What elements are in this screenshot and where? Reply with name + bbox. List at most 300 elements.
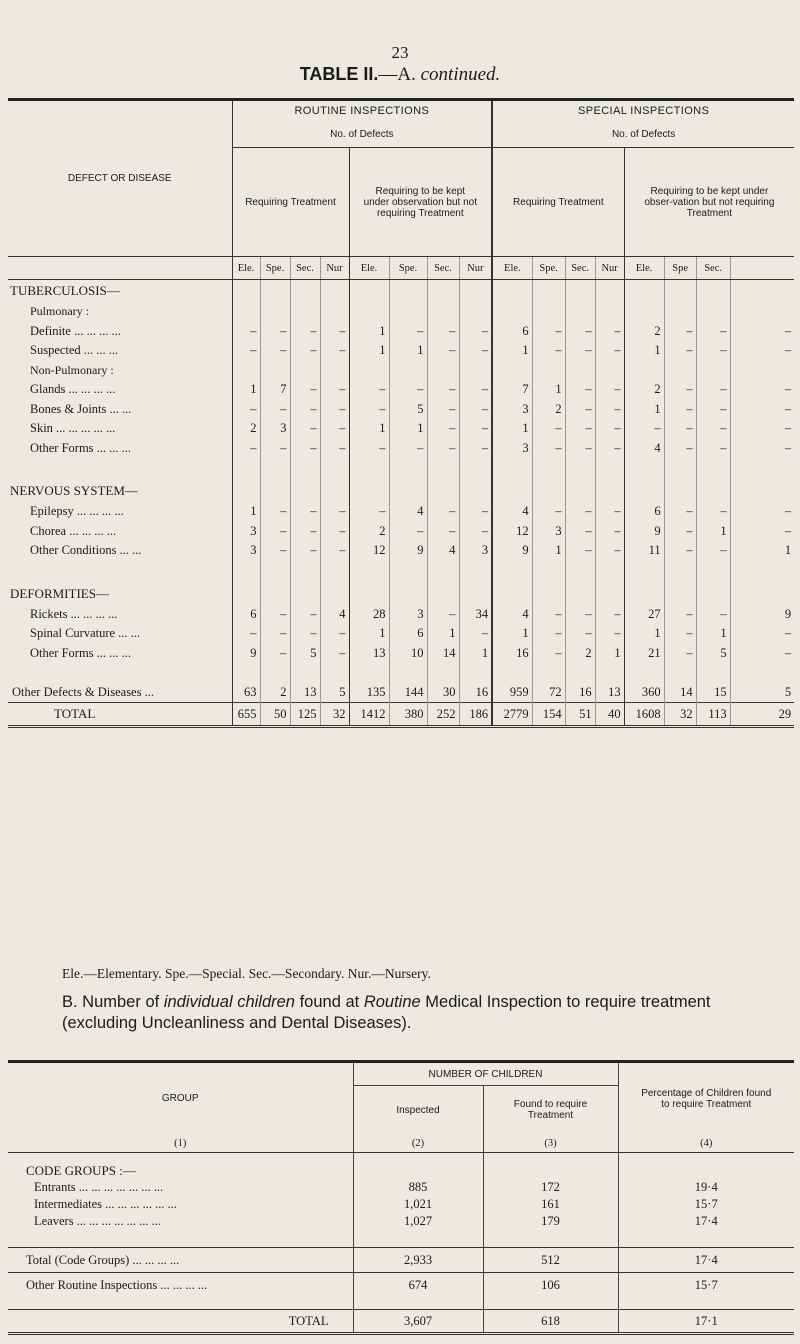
empty-cell (624, 458, 664, 480)
total-value: 32 (320, 703, 349, 727)
cell-value: – (427, 322, 459, 342)
total-value: 125 (290, 703, 320, 727)
row-label: Other Defects & Diseases ... (8, 683, 232, 703)
cell-value: 13 (349, 644, 389, 664)
empty-cell (290, 361, 320, 381)
total-label-b: TOTAL (8, 1310, 353, 1334)
empty-cell (290, 663, 320, 683)
empty-cell (492, 302, 532, 322)
cell-value: – (260, 522, 290, 542)
empty-cell (427, 302, 459, 322)
cell-value: – (565, 605, 595, 625)
cell-value: – (459, 439, 492, 459)
cell-value: 5 (389, 400, 427, 420)
cell-value: 16 (492, 644, 532, 664)
inspected-header: Inspected (353, 1086, 483, 1135)
col-code: Spe. (532, 257, 565, 280)
spacer (8, 561, 232, 583)
cell-value: 7 (260, 380, 290, 400)
cell-value: 4 (320, 605, 349, 625)
cell-value: 14 (664, 683, 696, 703)
empty-cell (427, 663, 459, 683)
total-value: 51 (565, 703, 595, 727)
table-row (8, 1179, 794, 1196)
cell-value: – (320, 400, 349, 420)
row-label: Other Conditions ... ... (8, 541, 232, 561)
empty-cell (260, 480, 290, 502)
empty-cell (232, 480, 260, 502)
empty-cell (595, 361, 624, 381)
cell-value: – (664, 400, 696, 420)
routine-inspections-header: ROUTINE INSPECTIONS (232, 100, 492, 122)
cell-value: – (696, 419, 730, 439)
cell-value: – (260, 322, 290, 342)
cell-value: 5 (730, 683, 794, 703)
total-code-groups-label: Total (Code Groups) ... ... ... ... (8, 1248, 353, 1273)
empty-cell (664, 663, 696, 683)
empty-cell (532, 302, 565, 322)
empty-cell (532, 583, 565, 605)
table-row (8, 419, 794, 439)
col-code (730, 257, 794, 280)
total-value: 252 (427, 703, 459, 727)
cell-value: 6 (232, 605, 260, 625)
empty-cell (232, 561, 260, 583)
empty-cell (427, 583, 459, 605)
routine-no-of-defects: No. of Defects (232, 121, 492, 148)
code-group-pct: 15·7 (618, 1196, 794, 1213)
empty-cell (459, 302, 492, 322)
cell-value: – (290, 605, 320, 625)
total-value: 113 (696, 703, 730, 727)
row-label: Rickets ... ... ... ... (8, 605, 232, 625)
cell-value: 959 (492, 683, 532, 703)
empty-cell (664, 458, 696, 480)
cell-value: 34 (459, 605, 492, 625)
empty-cell (624, 583, 664, 605)
cell-value: – (730, 439, 794, 459)
cell-value: 1 (232, 380, 260, 400)
total-value: 186 (459, 703, 492, 727)
cell-value: 1 (459, 644, 492, 664)
cell-value: 4 (492, 502, 532, 522)
code-group-label: Leavers ... ... ... ... ... ... ... (34, 1214, 162, 1228)
col-code: Spe (664, 257, 696, 280)
part-b-italic-2: Routine (363, 993, 421, 1011)
cell-value: – (349, 502, 389, 522)
empty-cell (624, 361, 664, 381)
subsection-pulmonary: Pulmonary : (8, 302, 232, 322)
table-row (8, 1196, 794, 1213)
empty-cell (595, 561, 624, 583)
cell-value: – (389, 322, 427, 342)
empty-cell (260, 280, 290, 303)
special-inspections-header: SPECIAL INSPECTIONS (492, 100, 794, 122)
cell-value: 14 (427, 644, 459, 664)
empty-cell (492, 361, 532, 381)
cell-value: – (290, 341, 320, 361)
empty-cell (492, 480, 532, 502)
code-group-pct: 17·4 (618, 1213, 794, 1230)
cell-value: – (595, 624, 624, 644)
table-title-bold: TABLE II. (299, 64, 379, 84)
cell-value: 2 (232, 419, 260, 439)
cell-value: – (532, 322, 565, 342)
cell-value: 1 (427, 624, 459, 644)
cell-value: – (260, 400, 290, 420)
cell-value: 2 (565, 644, 595, 664)
empty-cell (532, 458, 565, 480)
group-header: GROUP (161, 1093, 199, 1104)
code-group-found: 179 (483, 1213, 618, 1230)
empty-cell (427, 480, 459, 502)
cell-value: – (260, 624, 290, 644)
cell-value: – (595, 419, 624, 439)
cell-value: – (565, 522, 595, 542)
cell-value: – (664, 624, 696, 644)
cell-value: – (696, 541, 730, 561)
cell-value: 15 (696, 683, 730, 703)
cell-value: – (664, 605, 696, 625)
cell-value: 7 (492, 380, 532, 400)
cell-value: – (664, 502, 696, 522)
cell-value: 6 (624, 502, 664, 522)
children-table (8, 1060, 794, 1335)
total-value: 2779 (492, 703, 532, 727)
cell-value: 2 (532, 400, 565, 420)
total-value: 655 (232, 703, 260, 727)
cell-value: – (427, 400, 459, 420)
cell-value: – (459, 624, 492, 644)
cell-value: – (232, 341, 260, 361)
cell-value: 12 (492, 522, 532, 542)
cell-value: 1 (349, 341, 389, 361)
cell-value: 1 (696, 522, 730, 542)
empty-cell (232, 280, 260, 303)
empty-cell (730, 361, 794, 381)
empty-cell (260, 663, 290, 683)
cell-value: – (349, 439, 389, 459)
cell-value: – (427, 380, 459, 400)
empty-cell (427, 361, 459, 381)
table-row (8, 400, 794, 420)
empty-cell (696, 302, 730, 322)
part-b-prefix: B. Number of (62, 993, 160, 1011)
row-label: Skin ... ... ... ... ... (8, 419, 232, 439)
cell-value: 28 (349, 605, 389, 625)
cell-value: 2 (349, 522, 389, 542)
empty-cell (349, 480, 389, 502)
empty-cell (232, 458, 260, 480)
empty-cell (624, 561, 664, 583)
table-row (8, 380, 794, 400)
code-group-inspected: 885 (353, 1179, 483, 1196)
empty-cell (459, 280, 492, 303)
cell-value: – (730, 400, 794, 420)
cell-value: – (730, 341, 794, 361)
cell-value: – (532, 439, 565, 459)
empty-cell (730, 302, 794, 322)
number-of-children-header: NUMBER OF CHILDREN (353, 1062, 618, 1086)
cell-value: 1 (532, 541, 565, 561)
cell-value: 27 (624, 605, 664, 625)
empty-cell (595, 302, 624, 322)
row-label: Spinal Curvature ... ... (8, 624, 232, 644)
empty-cell (349, 302, 389, 322)
cell-value: – (290, 419, 320, 439)
empty-cell (389, 583, 427, 605)
cell-value: – (664, 644, 696, 664)
cell-value: – (232, 322, 260, 342)
empty-cell (565, 280, 595, 303)
empty-cell (595, 480, 624, 502)
cell-value: – (389, 380, 427, 400)
empty-cell (624, 480, 664, 502)
cell-value: – (565, 341, 595, 361)
cell-value: 72 (532, 683, 565, 703)
spacer (8, 663, 232, 683)
cell-value: – (664, 541, 696, 561)
empty-cell (532, 561, 565, 583)
cell-value: 1 (389, 341, 427, 361)
cell-value: – (532, 605, 565, 625)
empty-cell (696, 583, 730, 605)
cell-value: 5 (290, 644, 320, 664)
empty-cell (290, 561, 320, 583)
empty-cell (565, 458, 595, 480)
cell-value: – (320, 502, 349, 522)
cell-value: – (730, 624, 794, 644)
stub-header: DEFECT OR DISEASE (8, 100, 232, 257)
empty-cell (624, 280, 664, 303)
empty-cell (532, 280, 565, 303)
cell-value: 13 (290, 683, 320, 703)
total-pct: 17·1 (618, 1310, 794, 1334)
found-header: Found to require Treatment (483, 1086, 618, 1135)
empty-cell (492, 663, 532, 683)
total-inspected: 3,607 (353, 1310, 483, 1334)
cell-value: – (232, 439, 260, 459)
code-group-pct: 19·4 (618, 1179, 794, 1196)
cell-value: – (260, 341, 290, 361)
table-title-continued: continued. (420, 64, 501, 85)
empty-cell (349, 583, 389, 605)
cell-value: 12 (349, 541, 389, 561)
empty-cell (696, 280, 730, 303)
empty-cell (532, 663, 565, 683)
cell-value: 13 (595, 683, 624, 703)
cell-value: – (260, 439, 290, 459)
cell-value: – (459, 341, 492, 361)
cell-value: – (565, 380, 595, 400)
empty-cell (459, 361, 492, 381)
table-row (8, 502, 794, 522)
code-group-label: Entrants ... ... ... ... ... ... ... (34, 1180, 164, 1194)
table-title-suffix: —A. (378, 64, 416, 85)
table-row (8, 624, 794, 644)
col-number-1: (1) (8, 1134, 353, 1153)
cell-value: 1 (624, 624, 664, 644)
empty-cell (565, 561, 595, 583)
cell-value: 3 (260, 419, 290, 439)
row-label: Epilepsy ... ... ... ... (8, 502, 232, 522)
empty-cell (624, 302, 664, 322)
cell-value: – (730, 502, 794, 522)
empty-cell (290, 583, 320, 605)
cell-value: 2 (624, 380, 664, 400)
cell-value: – (664, 322, 696, 342)
col-number-2: (2) (353, 1134, 483, 1153)
total-value: 1412 (349, 703, 389, 727)
total-label: TOTAL (8, 703, 232, 727)
cell-value: – (730, 419, 794, 439)
subsection-non-pulmonary: Non-Pulmonary : (8, 361, 232, 381)
cell-value: – (595, 522, 624, 542)
cell-value: – (696, 605, 730, 625)
cell-value: – (320, 522, 349, 542)
cell-value: – (459, 380, 492, 400)
row-label: Other Forms ... ... ... (8, 644, 232, 664)
cell-value: 11 (624, 541, 664, 561)
cell-value: – (290, 380, 320, 400)
cell-value: 144 (389, 683, 427, 703)
cell-value: 21 (624, 644, 664, 664)
code-group-label: Intermediates ... ... ... ... ... ... (34, 1197, 178, 1211)
cell-value: – (232, 400, 260, 420)
cell-value: – (459, 322, 492, 342)
col-number-4: (4) (618, 1134, 794, 1153)
empty-cell (730, 458, 794, 480)
cell-value: 3 (232, 522, 260, 542)
cell-value: – (696, 502, 730, 522)
cell-value: 1 (492, 624, 532, 644)
empty-cell (492, 280, 532, 303)
cell-value: – (459, 419, 492, 439)
other-routine-label: Other Routine Inspections ... ... ... ... (8, 1273, 353, 1310)
empty-cell (730, 663, 794, 683)
cell-value: 1 (532, 380, 565, 400)
part-b-heading (62, 992, 762, 1034)
cell-value: – (459, 400, 492, 420)
empty-cell (320, 583, 349, 605)
empty-cell (290, 458, 320, 480)
cell-value: – (595, 541, 624, 561)
cell-value: – (696, 380, 730, 400)
empty-cell (664, 280, 696, 303)
col-code: Sec. (427, 257, 459, 280)
total-value: 380 (389, 703, 427, 727)
table-row (8, 522, 794, 542)
empty-cell (595, 583, 624, 605)
routine-observation: Requiring to be kept under observation but not requiring Treatment (349, 148, 492, 257)
empty-cell (349, 280, 389, 303)
cell-value: 1 (696, 624, 730, 644)
col-code: Spe. (389, 257, 427, 280)
col-number-3: (3) (483, 1134, 618, 1153)
empty-cell (565, 480, 595, 502)
empty-cell (459, 561, 492, 583)
cell-value: – (320, 541, 349, 561)
empty-cell (389, 302, 427, 322)
cell-value: 4 (492, 605, 532, 625)
cell-value: – (696, 400, 730, 420)
col-code: Spe. (260, 257, 290, 280)
table-row (8, 1213, 794, 1230)
empty-cell (389, 361, 427, 381)
cell-value: 1 (349, 624, 389, 644)
cell-value: – (532, 341, 565, 361)
cell-value: – (290, 624, 320, 644)
col-code: Ele. (349, 257, 389, 280)
cell-value: – (565, 322, 595, 342)
code-group-found: 172 (483, 1179, 618, 1196)
empty-cell (320, 361, 349, 381)
empty-cell (492, 583, 532, 605)
cell-value: – (290, 322, 320, 342)
cell-value: 6 (389, 624, 427, 644)
cell-value: – (532, 502, 565, 522)
total-code-groups-found: 512 (483, 1248, 618, 1273)
cell-value: 2 (260, 683, 290, 703)
cell-value: 1 (389, 419, 427, 439)
cell-value: 30 (427, 683, 459, 703)
cell-value: – (459, 502, 492, 522)
cell-value: – (459, 522, 492, 542)
empty-cell (459, 583, 492, 605)
cell-value: – (664, 380, 696, 400)
col-code: Ele. (624, 257, 664, 280)
empty-cell (232, 583, 260, 605)
cell-value: 3 (492, 439, 532, 459)
empty-cell (595, 458, 624, 480)
empty-cell (696, 458, 730, 480)
section-tuberculosis: TUBERCULOSIS— (8, 280, 232, 303)
cell-value: – (349, 400, 389, 420)
empty-cell (320, 458, 349, 480)
row-label: Glands ... ... ... ... (8, 380, 232, 400)
page-number: 23 (391, 43, 409, 62)
cell-value: 3 (459, 541, 492, 561)
empty-cell (427, 458, 459, 480)
empty-cell (565, 663, 595, 683)
code-group-inspected: 1,021 (353, 1196, 483, 1213)
empty-cell (565, 302, 595, 322)
cell-value: – (427, 439, 459, 459)
cell-value: – (664, 419, 696, 439)
empty-cell (565, 583, 595, 605)
table-row (8, 541, 794, 561)
cell-value: 4 (624, 439, 664, 459)
total-code-groups-inspected: 2,933 (353, 1248, 483, 1273)
empty-cell (320, 280, 349, 303)
cell-value: 63 (232, 683, 260, 703)
section-nervous-system: NERVOUS SYSTEM— (8, 480, 232, 502)
table-row (8, 683, 794, 703)
cell-value: – (664, 341, 696, 361)
routine-requiring-treatment: Requiring Treatment (245, 196, 336, 208)
code-groups-heading: CODE GROUPS :— (26, 1163, 136, 1178)
cell-value: – (565, 400, 595, 420)
total-value: 32 (664, 703, 696, 727)
cell-value: 4 (389, 502, 427, 522)
empty-cell (320, 663, 349, 683)
special-requiring-treatment: Requiring Treatment (492, 148, 624, 257)
empty-cell (664, 561, 696, 583)
empty-cell (565, 361, 595, 381)
cell-value: – (595, 605, 624, 625)
cell-value: – (696, 322, 730, 342)
cell-value: – (730, 322, 794, 342)
